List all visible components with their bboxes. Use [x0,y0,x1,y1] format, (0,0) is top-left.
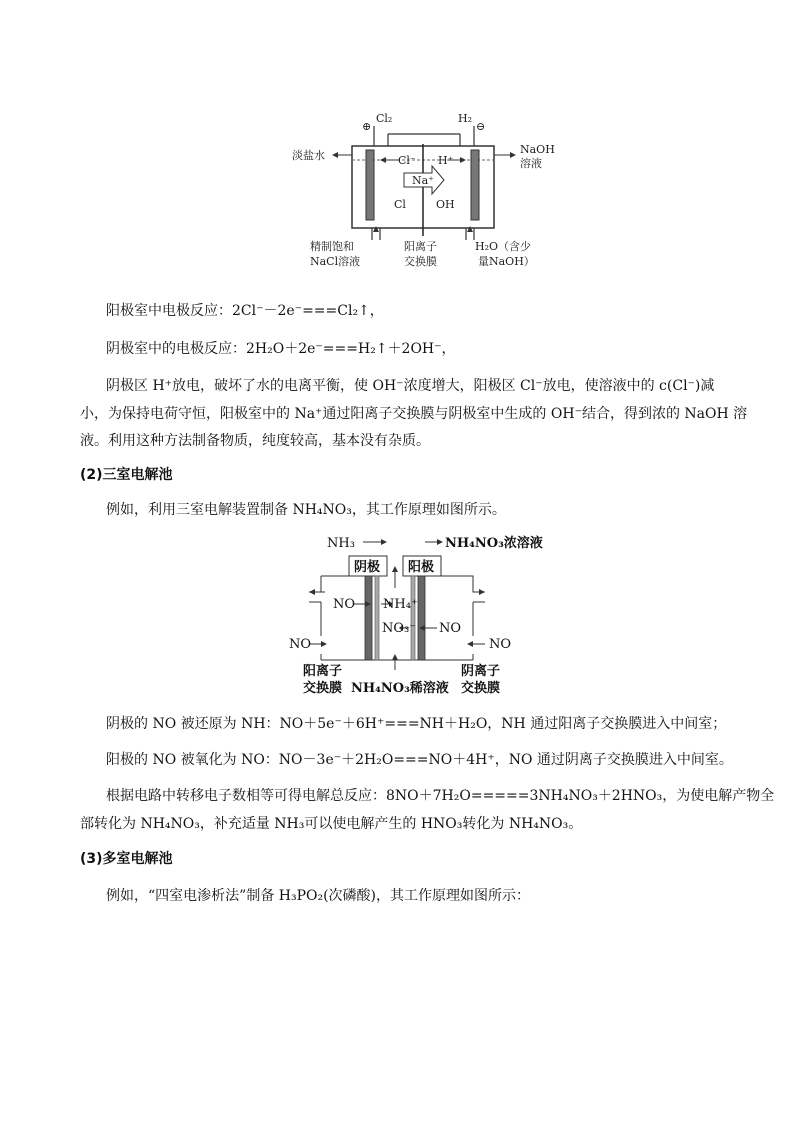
no-right-mid-label: NO [439,621,462,636]
right-inlet-label-1: H₂O（含少 [475,240,532,253]
nh4-label: NH₄⁺ [383,597,418,612]
h2-label: H₂ [458,112,473,125]
na-plus-label: Na⁺ [412,174,434,187]
cathode-sign: ⊖ [476,120,486,133]
chlor-alkali-diagram [292,108,560,273]
no-left-mid-label: NO [333,597,356,612]
right-outlet-label-2: 溶液 [520,157,542,170]
anode-sign: ⊕ [362,120,372,133]
right-outlet-label-1: NaOH [520,143,555,156]
membrane-label-1: 阳离子 [404,240,437,253]
para2-line1: 根据电路中转移电子数相等可得电解总反应：8NO＋7H₂O=====3NH₄NO₃＋2HNO₃，为使电解产物全 [106,788,775,804]
h-plus-label: H⁺ [438,154,454,167]
heading-multi-chamber: (3)多室电解池 [80,851,173,867]
cathode-label: 阴极 [354,560,381,575]
cathode-plate [365,576,372,660]
anion-membrane-label-2: 交换膜 [461,681,501,696]
example-three-chamber: 例如，利用三室电解装置制备 NH₄NO₃，其工作原理如图所示。 [106,502,506,518]
para1-line1: 阴极区 H⁺放电，破坏了水的电离平衡，使 OH⁻浓度增大，阳极区 Cl⁻放电，使溶液中的 c(Cl⁻)减 [106,378,715,394]
cation-membrane-label-2: 交换膜 [303,681,343,696]
para1-line3: 液。利用这种方法制备物质，纯度较高，基本没有杂质。 [80,433,430,449]
heading-three-chamber: (2)三室电解池 [80,467,173,483]
right-inlet-label-2: 量NaOH） [478,255,535,268]
cathode-electrode [471,150,479,220]
concentrated-solution-label: NH₄NO₃浓溶液 [445,536,543,551]
example-multi-chamber: 例如，“四室电渗析法”制备 H₃PO₂(次磷酸)，其工作原理如图所示： [106,888,531,904]
left-outlet-label: 淡盐水 [292,149,325,162]
para1-line2: 小，为保持电荷守恒，阳极室中的 Na⁺通过阳离子交换膜与阴极室中生成的 OH⁻结合，得到浓的 NaOH 溶 [80,406,748,422]
three-chamber-diagram [285,530,575,700]
anion-membrane-label-1: 阴离子 [461,664,501,679]
anode-reaction-line: 阳极室中电极反应：2Cl⁻－2e⁻===Cl₂↑， [106,303,384,319]
cl-bottom-label: Cl [394,198,406,211]
cathode-no-line: 阴极的 NO 被还原为 NH：NO＋5e⁻＋6H⁺===NH＋H₂O，NH 通过阳离子交换膜进入中间室； [106,716,727,732]
no3-label: NO₃⁻ [382,621,417,636]
membrane-label-2: 交换膜 [404,255,437,268]
nh3-label: NH₃ [327,536,355,551]
no-right-inlet-label: NO [489,637,512,652]
left-inlet-label-1: 精制饱和 [310,240,354,253]
anion-membrane [411,576,415,660]
cl-minus-top-label: Cl⁻ [398,154,416,167]
cathode-reaction-line: 阴极室中的电极反应：2H₂O＋2e⁻===H₂↑＋2OH⁻， [106,341,456,357]
anode-no-line: 阳极的 NO 被氧化为 NO：NO－3e⁻＋2H₂O===NO＋4H⁺，NO 通过阴离子交换膜进入中间室。 [106,752,733,768]
left-inlet-label-2: NaCl溶液 [310,255,361,268]
cl2-label: Cl₂ [376,112,393,125]
cation-membrane [375,576,379,660]
anode-electrode [366,150,374,220]
no-left-inlet-label: NO [289,637,312,652]
cation-membrane-label-1: 阳离子 [303,664,343,679]
dilute-solution-label: NH₄NO₃稀溶液 [351,681,449,696]
anode-plate [418,576,425,660]
oh-bottom-label: OH [436,198,455,211]
para2-line2: 部转化为 NH₄NO₃，补充适量 NH₃可以使电解产生的 HNO₃转化为 NH₄NO₃。 [80,816,583,832]
anode-label: 阳极 [408,560,435,575]
